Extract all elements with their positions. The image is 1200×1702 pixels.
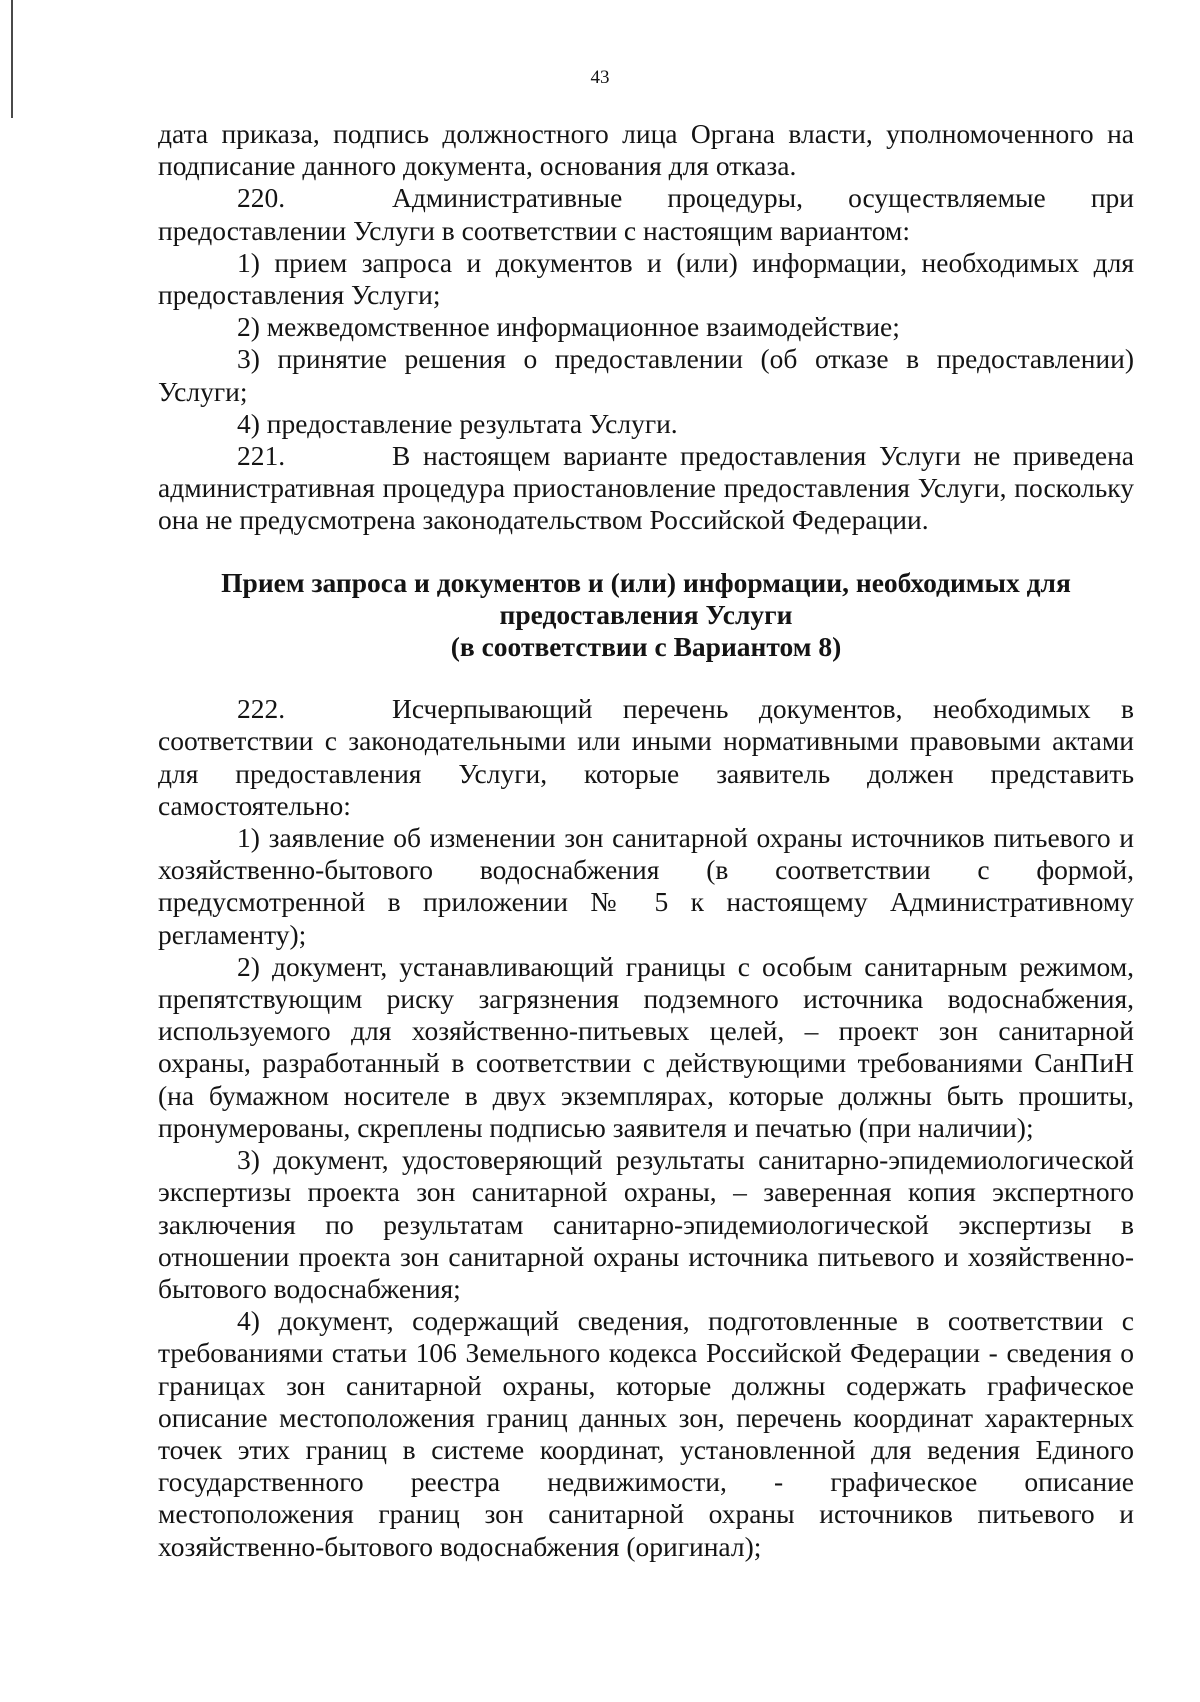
- list-item: 4) предоставление результата Услуги.: [237, 407, 678, 439]
- paragraph-221: [158, 440, 1134, 537]
- section-heading-line: предоставления Услуги: [499, 598, 793, 630]
- paragraph-continuation: дата приказа, подпись должностного лица Органа власти, уполномоченного на подписание данного документа, основания для отказа.: [158, 118, 1134, 182]
- paragraph-number: 220.: [237, 182, 286, 214]
- list-item: 3) документ, удостоверяющий результаты санитарно-эпидемиологической экспертизы проекта зон санитарной охраны, – заверенная копия экспертного заключения по результатам санитарно-эпидемиологической экспертизы в отношении проекта зон санитарной охраны источника питьевого и хозяйственно-бытового водоснабжения;: [158, 1144, 1134, 1304]
- list-item: 3) принятие решения о предоставлении (об отказе в предоставлении) Услуги;: [158, 343, 1134, 407]
- document-body: [158, 118, 1134, 1563]
- paragraph-text: Административные процедуры, осуществляемые при предоставлении Услуги в соответствии с настоящим вариантом:: [158, 182, 1134, 246]
- list-item: 1) прием запроса и документов и (или) информации, необходимых для предоставления Услуги;: [158, 246, 1134, 311]
- list-item: 4) документ, содержащий сведения, подготовленные в соответствии с требованиями статьи 106 Земельного кодекса Российской Федерации - сведения о границах зон санитарной охраны, которые должны содержать графическое описание местоположения границ данных зон, перечень координат характерных точек этих границ в системе координат, установленной для ведения Единого государственного реестра недвижимости, - графическое описание местоположения границ зон санитарной охраны источников питьевого и хозяйственно-бытового водоснабжения (оригинал);: [158, 1305, 1134, 1562]
- paragraph-number: 222.: [237, 693, 286, 725]
- paragraph-220: [158, 182, 1134, 246]
- page-number: 43: [590, 67, 610, 88]
- section-heading: [158, 537, 1134, 694]
- list-item: 2) документ, устанавливающий границы с особым санитарным режимом, препятствующим риску загрязнения подземного источника водоснабжения, используемого для хозяйственно-питьевых целей, – проект зон санитарной охраны, разработанный в соответствии с действующими требованиями СанПиН (на бумажном носителе в двух экземплярах, которые должны быть прошиты, пронумерованы, скреплены подписью заявителя и печатью (при наличии);: [158, 950, 1134, 1143]
- section-heading-line: (в соответствии с Вариантом 8): [450, 631, 842, 663]
- list-item: 1) заявление об изменении зон санитарной охраны источников питьевого и хозяйственно-бытового водоснабжения (в соответствии с формой, предусмотренной в приложении № 5 к настоящему Административному регламенту);: [158, 822, 1134, 950]
- scan-edge-mark: [11, 0, 13, 118]
- paragraph-number: 221.: [237, 440, 286, 472]
- paragraph-text: В настоящем варианте предоставления Услуги не приведена административная процедура приостановление предоставления Услуги, поскольку она не предусмотрена законодательством Российской Федерации.: [158, 440, 1134, 536]
- paragraph-222: [158, 693, 1134, 822]
- section-heading-line: Прием запроса и документов и (или) информации, необходимых для: [221, 566, 1071, 598]
- list-item: 2) межведомственное информационное взаимодействие;: [237, 311, 900, 343]
- paragraph-text: Исчерпывающий перечень документов, необходимых в соответствии с законодательными или иными нормативными правовыми актами для предоставления Услуги, которые заявитель должен представить самостоятельно:: [158, 693, 1134, 821]
